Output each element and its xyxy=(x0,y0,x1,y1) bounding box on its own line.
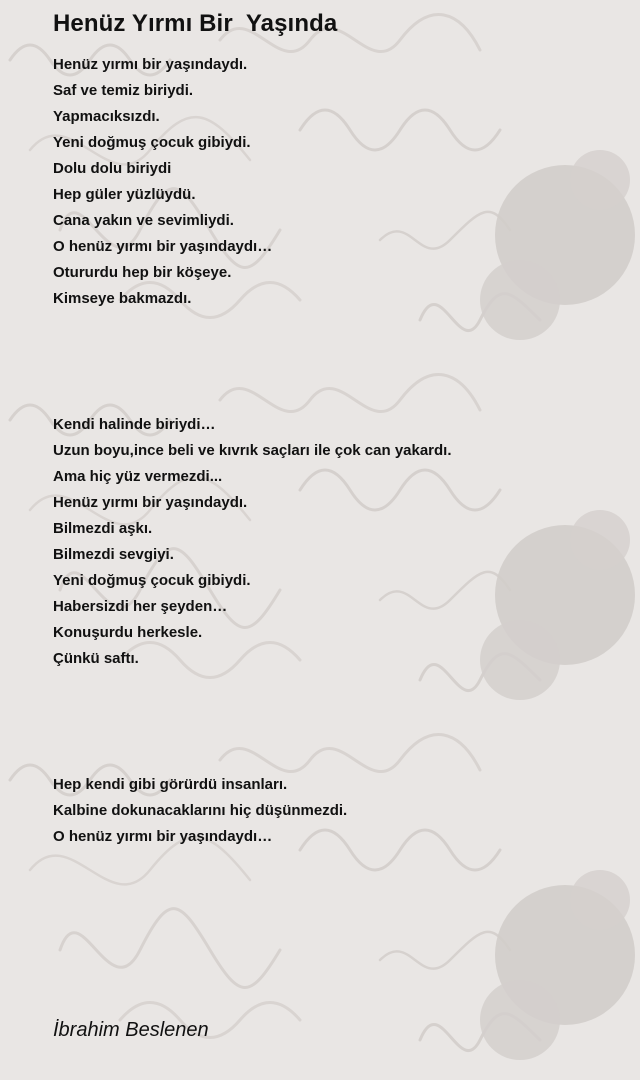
poem-line: Kalbine dokunacaklarını hiç düşünmezdi. xyxy=(53,802,348,819)
poem-line: Habersizdi her şeyden… xyxy=(53,598,228,615)
poem-line: Cana yakın ve sevimliydi. xyxy=(53,212,234,229)
poem-line: Kendi halinde biriydi… xyxy=(53,416,216,433)
poem-line: Kimseye bakmazdı. xyxy=(53,290,192,307)
poem-line: Yeni doğmuş çocuk gibiydi. xyxy=(53,134,251,151)
poem-line: Henüz yırmı bir yaşındaydı. xyxy=(53,494,248,511)
stanza-2 xyxy=(53,412,623,672)
poem-line: Henüz yırmı bir yaşındaydı. xyxy=(53,56,248,73)
poem-line: Çünkü saftı. xyxy=(53,650,139,667)
poem-line: Bilmezdi sevgiyi. xyxy=(53,546,174,563)
poem-author: İbrahim Beslenen xyxy=(53,1019,209,1041)
poem-line: Dolu dolu biriydi xyxy=(53,160,172,177)
poem-line: Otururdu hep bir köşeye. xyxy=(53,264,232,281)
poem-line: O henüz yırmı bir yaşındaydı… xyxy=(53,828,273,845)
poem-line: Hep kendi gibi görürdü insanları. xyxy=(53,776,288,793)
poem-line: Hep güler yüzlüydü. xyxy=(53,186,196,203)
poem-line: Ama hiç yüz vermezdi... xyxy=(53,468,223,485)
poem-line: Uzun boyu,ince beli ve kıvrık saçları ile çok can yakardı. xyxy=(53,442,452,459)
poem-line: Konuşurdu herkesle. xyxy=(53,624,203,641)
poem-line: Saf ve temiz biriydi. xyxy=(53,82,194,99)
stanza-1 xyxy=(53,52,623,312)
stanza-3 xyxy=(53,772,623,850)
poem-line: Yeni doğmuş çocuk gibiydi. xyxy=(53,572,251,589)
poem-line: O henüz yırmı bir yaşındaydı… xyxy=(53,238,273,255)
poem-line: Bilmezdi aşkı. xyxy=(53,520,153,537)
poem-title: Henüz Yırmı Bir Yaşında xyxy=(53,10,338,37)
poem-line: Yapmacıksızdı. xyxy=(53,108,160,125)
